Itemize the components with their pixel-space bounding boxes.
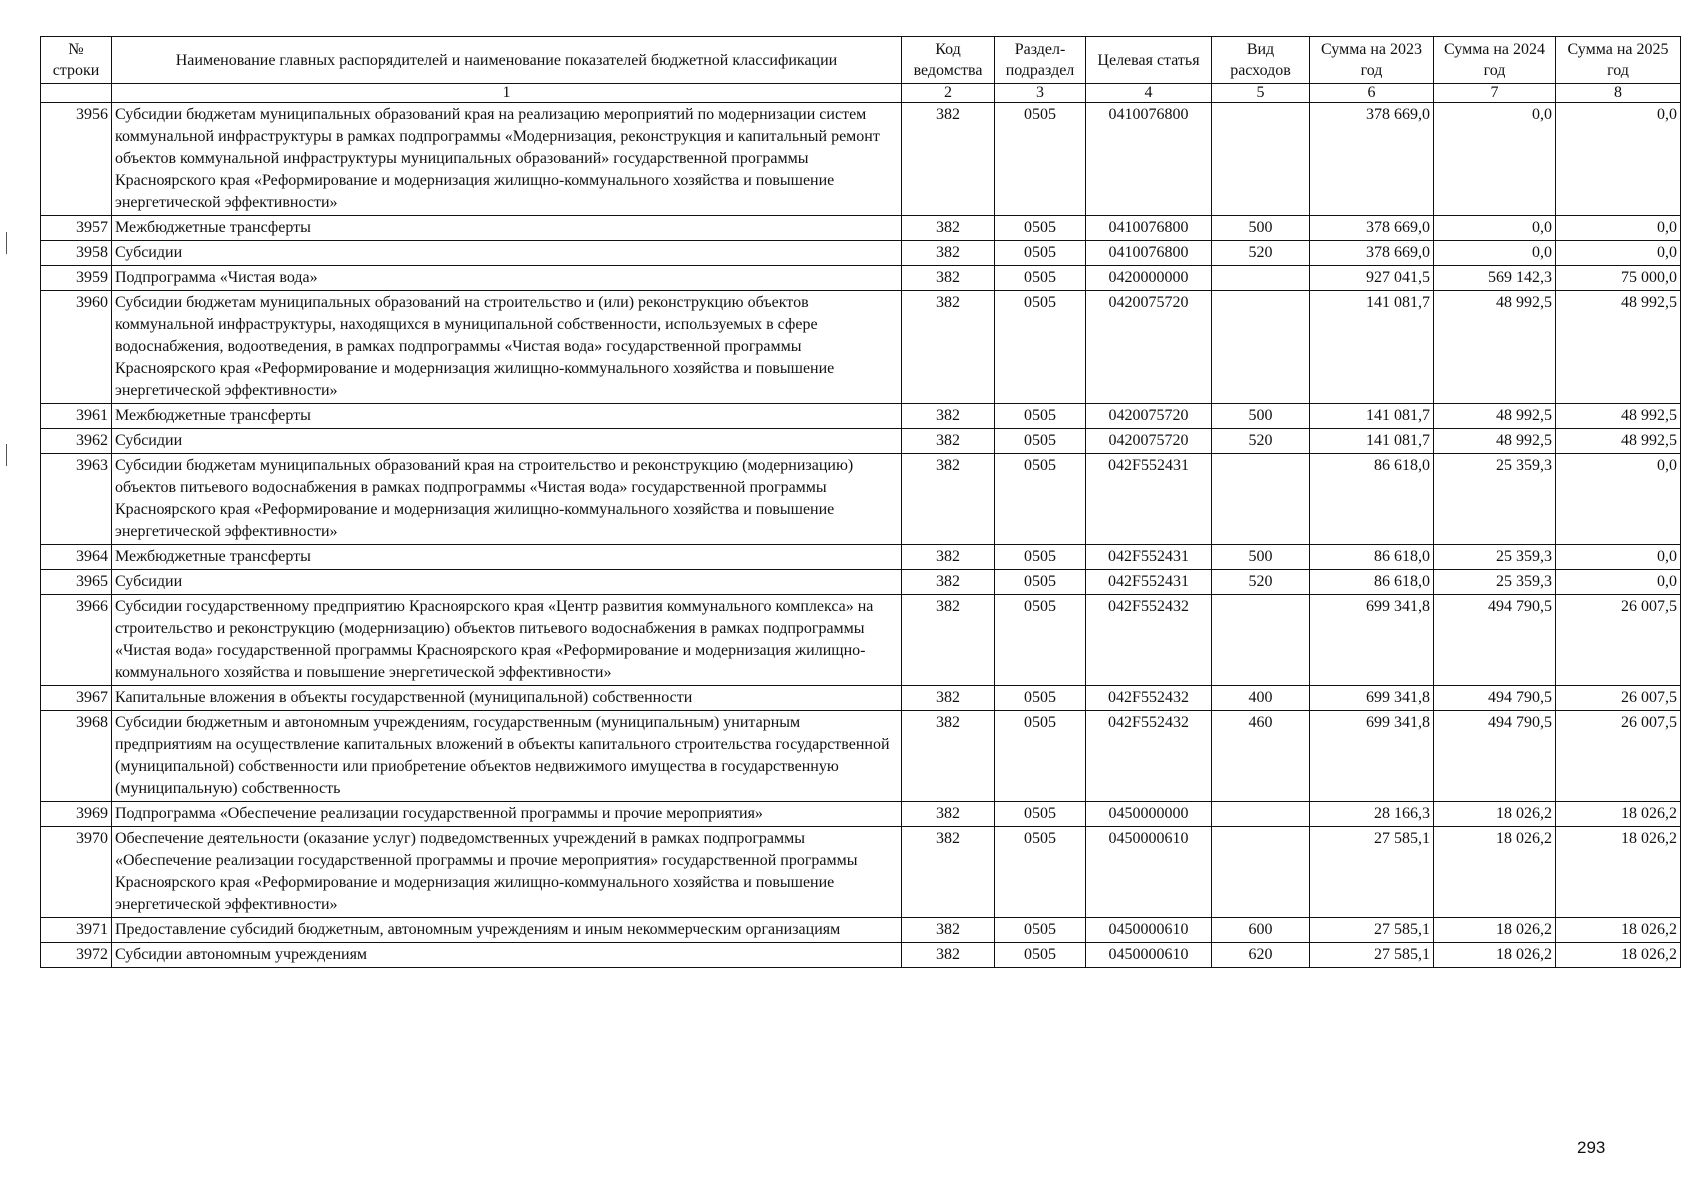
target-code: 0450000610	[1086, 918, 1212, 943]
expense-kind: 600	[1212, 918, 1310, 943]
sum-2025: 48 992,5	[1556, 291, 1681, 404]
dept-code: 382	[902, 918, 995, 943]
table-row	[41, 429, 1681, 454]
margin-mark	[6, 444, 7, 466]
dept-code: 382	[902, 570, 995, 595]
row-name: Обеспечение деятельности (оказание услуг) подведомственных учреждений в рамках подпрограммы «Обеспечение реализации государственной программы и прочие мероприятия» государственной программы Красноярского края «Реформирование и модернизация жилищно-коммунального хозяйства и повышение энергетической эффективности»	[112, 827, 902, 918]
dept-code: 382	[902, 429, 995, 454]
target-code: 0420075720	[1086, 429, 1212, 454]
row-number: 3964	[41, 545, 112, 570]
sum-2024: 0,0	[1434, 241, 1556, 266]
sum-2025: 18 026,2	[1556, 827, 1681, 918]
sum-2024: 569 142,3	[1434, 266, 1556, 291]
row-name: Межбюджетные трансферты	[112, 216, 902, 241]
sum-2024: 494 790,5	[1434, 686, 1556, 711]
sum-2023: 27 585,1	[1310, 943, 1434, 968]
sum-2025: 0,0	[1556, 241, 1681, 266]
sum-2025: 0,0	[1556, 570, 1681, 595]
row-name: Капитальные вложения в объекты государственной (муниципальной) собственности	[112, 686, 902, 711]
target-code: 0410076800	[1086, 103, 1212, 216]
target-code: 0410076800	[1086, 241, 1212, 266]
column-number: 5	[1212, 84, 1310, 103]
dept-code: 382	[902, 545, 995, 570]
sum-2023: 699 341,8	[1310, 711, 1434, 802]
dept-code: 382	[902, 241, 995, 266]
dept-code: 382	[902, 266, 995, 291]
header-row-number: № строки	[41, 37, 112, 84]
dept-code: 382	[902, 216, 995, 241]
expense-kind: 520	[1212, 570, 1310, 595]
table-row	[41, 943, 1681, 968]
column-number: 2	[902, 84, 995, 103]
expense-kind	[1212, 454, 1310, 545]
row-name: Субсидии	[112, 429, 902, 454]
expense-kind	[1212, 291, 1310, 404]
expense-kind: 460	[1212, 711, 1310, 802]
row-name: Субсидии бюджетам муниципальных образований края на реализацию мероприятий по модернизации систем коммунальной инфраструктуры в рамках подпрограммы «Модернизация, реконструкция и капитальный ремонт объектов коммунальной инфраструктуры муниципальных образований» государственной программы Красноярского края «Реформирование и модернизация жилищно-коммунального хозяйства и повышение энергетической эффективности»	[112, 103, 902, 216]
sum-2023: 86 618,0	[1310, 570, 1434, 595]
row-number: 3970	[41, 827, 112, 918]
row-number: 3966	[41, 595, 112, 686]
row-number: 3971	[41, 918, 112, 943]
expense-kind: 500	[1212, 545, 1310, 570]
column-number: 6	[1310, 84, 1434, 103]
row-name: Подпрограмма «Обеспечение реализации государственной программы и прочие мероприятия»	[112, 802, 902, 827]
sum-2023: 378 669,0	[1310, 241, 1434, 266]
row-number: 3961	[41, 404, 112, 429]
expense-kind: 620	[1212, 943, 1310, 968]
expense-kind	[1212, 103, 1310, 216]
table-row	[41, 918, 1681, 943]
section-code: 0505	[995, 103, 1086, 216]
target-code: 0450000610	[1086, 943, 1212, 968]
sum-2025: 0,0	[1556, 545, 1681, 570]
section-code: 0505	[995, 404, 1086, 429]
sum-2025: 48 992,5	[1556, 404, 1681, 429]
header-section: Раздел-подраздел	[995, 37, 1086, 84]
header-kind: Вид расходов	[1212, 37, 1310, 84]
sum-2023: 699 341,8	[1310, 686, 1434, 711]
expense-kind	[1212, 595, 1310, 686]
sum-2024: 0,0	[1434, 216, 1556, 241]
expense-kind: 520	[1212, 241, 1310, 266]
target-code: 0420000000	[1086, 266, 1212, 291]
section-code: 0505	[995, 216, 1086, 241]
sum-2024: 0,0	[1434, 103, 1556, 216]
sum-2024: 48 992,5	[1434, 429, 1556, 454]
sum-2024: 18 026,2	[1434, 918, 1556, 943]
row-name: Межбюджетные трансферты	[112, 545, 902, 570]
row-number: 3960	[41, 291, 112, 404]
sum-2024: 18 026,2	[1434, 943, 1556, 968]
row-name: Субсидии бюджетам муниципальных образований края на строительство и реконструкцию (модернизацию) объектов питьевого водоснабжения в рамках подпрограммы «Чистая вода» государственной программы Красноярского края «Реформирование и модернизация жилищно-коммунального хозяйства и повышение энергетической эффективности»	[112, 454, 902, 545]
section-code: 0505	[995, 545, 1086, 570]
dept-code: 382	[902, 103, 995, 216]
sum-2023: 28 166,3	[1310, 802, 1434, 827]
table-row	[41, 545, 1681, 570]
section-code: 0505	[995, 711, 1086, 802]
table-row	[41, 404, 1681, 429]
row-number: 3969	[41, 802, 112, 827]
row-number: 3958	[41, 241, 112, 266]
section-code: 0505	[995, 291, 1086, 404]
row-number: 3959	[41, 266, 112, 291]
sum-2023: 86 618,0	[1310, 545, 1434, 570]
sum-2025: 26 007,5	[1556, 686, 1681, 711]
dept-code: 382	[902, 943, 995, 968]
table-row	[41, 711, 1681, 802]
target-code: 0420075720	[1086, 291, 1212, 404]
section-code: 0505	[995, 686, 1086, 711]
table-row	[41, 827, 1681, 918]
dept-code: 382	[902, 711, 995, 802]
row-number: 3963	[41, 454, 112, 545]
section-code: 0505	[995, 454, 1086, 545]
target-code: 0410076800	[1086, 216, 1212, 241]
row-name: Субсидии автономным учреждениям	[112, 943, 902, 968]
expense-kind	[1212, 266, 1310, 291]
sum-2025: 0,0	[1556, 103, 1681, 216]
header-name: Наименование главных распорядителей и наименование показателей бюджетной классификации	[112, 37, 902, 84]
column-number: 3	[995, 84, 1086, 103]
target-code: 042F552432	[1086, 595, 1212, 686]
dept-code: 382	[902, 827, 995, 918]
row-name: Предоставление субсидий бюджетным, автономным учреждениям и иным некоммерческим организациям	[112, 918, 902, 943]
sum-2025: 18 026,2	[1556, 802, 1681, 827]
column-number: 4	[1086, 84, 1212, 103]
column-number: 7	[1434, 84, 1556, 103]
sum-2024: 18 026,2	[1434, 802, 1556, 827]
row-name: Субсидии бюджетным и автономным учреждениям, государственным (муниципальным) унитарным предприятиям на осуществление капитальных вложений в объекты капитального строительства государственной (муниципальной) собственности или приобретение объектов недвижимого имущества в государственную (муниципальную) собственность	[112, 711, 902, 802]
row-number: 3962	[41, 429, 112, 454]
sum-2023: 378 669,0	[1310, 103, 1434, 216]
expense-kind: 520	[1212, 429, 1310, 454]
sum-2024: 494 790,5	[1434, 595, 1556, 686]
table-row	[41, 454, 1681, 545]
table-row	[41, 291, 1681, 404]
sum-2024: 25 359,3	[1434, 545, 1556, 570]
target-code: 0420075720	[1086, 404, 1212, 429]
column-number-row	[41, 84, 1681, 103]
expense-kind	[1212, 802, 1310, 827]
target-code: 042F552431	[1086, 570, 1212, 595]
sum-2024: 48 992,5	[1434, 404, 1556, 429]
row-number: 3965	[41, 570, 112, 595]
table-row	[41, 103, 1681, 216]
section-code: 0505	[995, 918, 1086, 943]
dept-code: 382	[902, 454, 995, 545]
column-number: 1	[112, 84, 902, 103]
table-body	[41, 103, 1681, 968]
header-sum-2025: Сумма на 2025 год	[1556, 37, 1681, 84]
target-code: 042F552431	[1086, 545, 1212, 570]
sum-2025: 18 026,2	[1556, 943, 1681, 968]
sum-2025: 18 026,2	[1556, 918, 1681, 943]
sum-2024: 494 790,5	[1434, 711, 1556, 802]
sum-2025: 0,0	[1556, 216, 1681, 241]
column-number-blank	[41, 84, 112, 103]
row-name: Субсидии государственному предприятию Красноярского края «Центр развития коммунального комплекса» на строительство и реконструкцию (модернизацию) объектов питьевого водоснабжения в рамках подпрограммы «Чистая вода» государственной программы Красноярского края «Реформирование и модернизация жилищно-коммунального хозяйства и повышение энергетической эффективности»	[112, 595, 902, 686]
sum-2025: 75 000,0	[1556, 266, 1681, 291]
header-sum-2024: Сумма на 2024 год	[1434, 37, 1556, 84]
dept-code: 382	[902, 595, 995, 686]
expense-kind: 400	[1212, 686, 1310, 711]
expense-kind: 500	[1212, 404, 1310, 429]
sum-2023: 378 669,0	[1310, 216, 1434, 241]
margin-mark	[6, 232, 7, 254]
section-code: 0505	[995, 241, 1086, 266]
dept-code: 382	[902, 291, 995, 404]
row-name: Межбюджетные трансферты	[112, 404, 902, 429]
sum-2023: 141 081,7	[1310, 291, 1434, 404]
header-target: Целевая статья	[1086, 37, 1212, 84]
table-row	[41, 802, 1681, 827]
target-code: 0450000610	[1086, 827, 1212, 918]
sum-2023: 27 585,1	[1310, 918, 1434, 943]
row-number: 3957	[41, 216, 112, 241]
sum-2025: 26 007,5	[1556, 711, 1681, 802]
header-dept-code: Код ведомства	[902, 37, 995, 84]
sum-2024: 25 359,3	[1434, 454, 1556, 545]
section-code: 0505	[995, 429, 1086, 454]
row-number: 3968	[41, 711, 112, 802]
table-row	[41, 216, 1681, 241]
header-sum-2023: Сумма на 2023 год	[1310, 37, 1434, 84]
row-number: 3972	[41, 943, 112, 968]
sum-2024: 25 359,3	[1434, 570, 1556, 595]
sum-2023: 927 041,5	[1310, 266, 1434, 291]
row-number: 3967	[41, 686, 112, 711]
target-code: 042F552431	[1086, 454, 1212, 545]
section-code: 0505	[995, 827, 1086, 918]
row-name: Субсидии	[112, 241, 902, 266]
table-row	[41, 686, 1681, 711]
expense-kind: 500	[1212, 216, 1310, 241]
sum-2025: 0,0	[1556, 454, 1681, 545]
section-code: 0505	[995, 595, 1086, 686]
target-code: 042F552432	[1086, 686, 1212, 711]
table-row	[41, 266, 1681, 291]
table-row	[41, 570, 1681, 595]
sum-2023: 141 081,7	[1310, 429, 1434, 454]
page-number: 293	[1577, 1138, 1606, 1157]
sum-2025: 26 007,5	[1556, 595, 1681, 686]
sum-2023: 699 341,8	[1310, 595, 1434, 686]
row-name: Субсидии	[112, 570, 902, 595]
sum-2024: 18 026,2	[1434, 827, 1556, 918]
table-row	[41, 241, 1681, 266]
row-name: Субсидии бюджетам муниципальных образований на строительство и (или) реконструкцию объектов коммунальной инфраструктуры, находящихся в муниципальной собственности, используемых в сфере водоснабжения, водоотведения, в рамках подпрограммы «Чистая вода» государственной программы Красноярского края «Реформирование и модернизация жилищно-коммунального хозяйства и повышение энергетической эффективности»	[112, 291, 902, 404]
sum-2025: 48 992,5	[1556, 429, 1681, 454]
target-code: 042F552432	[1086, 711, 1212, 802]
sum-2023: 27 585,1	[1310, 827, 1434, 918]
section-code: 0505	[995, 570, 1086, 595]
table-row	[41, 595, 1681, 686]
row-name: Подпрограмма «Чистая вода»	[112, 266, 902, 291]
table-header-row	[41, 37, 1681, 84]
section-code: 0505	[995, 266, 1086, 291]
sum-2024: 48 992,5	[1434, 291, 1556, 404]
row-number: 3956	[41, 103, 112, 216]
dept-code: 382	[902, 686, 995, 711]
dept-code: 382	[902, 404, 995, 429]
sum-2023: 141 081,7	[1310, 404, 1434, 429]
budget-table	[40, 36, 1681, 968]
dept-code: 382	[902, 802, 995, 827]
column-number: 8	[1556, 84, 1681, 103]
section-code: 0505	[995, 943, 1086, 968]
sum-2023: 86 618,0	[1310, 454, 1434, 545]
section-code: 0505	[995, 802, 1086, 827]
target-code: 0450000000	[1086, 802, 1212, 827]
expense-kind	[1212, 827, 1310, 918]
